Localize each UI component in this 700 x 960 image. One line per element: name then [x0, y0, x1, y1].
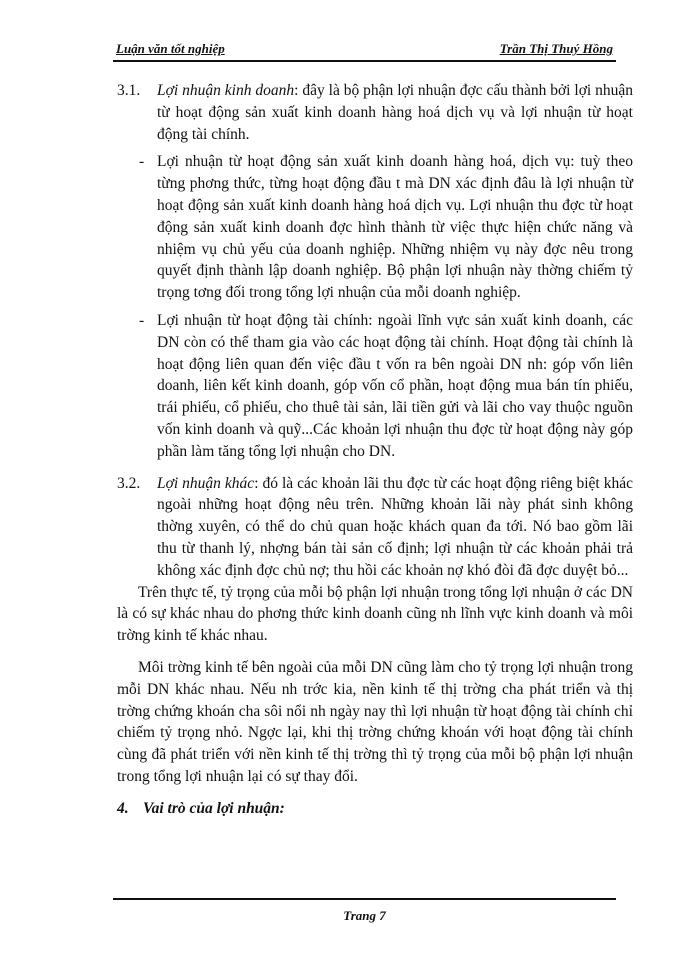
paragraph: Môi trờng kinh tế bên ngoài của mỗi DN cũng làm cho tỷ trọng lợi nhuận trong mỗi DN khác nhau. Nếu nh trớc kia, nền kinh tế thị trờng cha phát triển và thị trờng chứng khoán cha sôi nổi nh ngày nay thì lợi nhuận từ hoạt động tài chính chỉ chiếm tỷ trọng nhỏ. Ngợc lại, khi thị trờng chứng khoán với hoạt động tài chính cùng đã phát triển với nền kinh tế thị trờng thì tỷ trọng của mỗi bộ phận lợi nhuận trong tổng lợi nhuận lại có sự thay đổi. — [117, 658, 633, 785]
section-body — [157, 473, 633, 582]
document-body — [117, 80, 633, 820]
heading-number: 4. — [117, 799, 129, 817]
section-term: Lợi nhuận khác — [157, 474, 255, 492]
page-footer — [113, 898, 616, 924]
bullet-business-profit — [117, 151, 633, 304]
section-heading-4 — [117, 798, 633, 820]
heading-text: Vai trò của lợi nhuận: — [143, 799, 285, 817]
section-3-1 — [117, 80, 633, 145]
section-3-2 — [117, 473, 633, 582]
header-thesis-label: Luận văn tốt nghiệp — [116, 41, 225, 56]
dash-icon: - — [139, 311, 145, 329]
paragraph: Trên thực tế, tỷ trọng của mỗi bộ phận lợi nhuận trong tổng lợi nhuận ở các DN là có sự khác nhau do phơng thức kinh doanh cũng nh lĩnh vực kinh doanh và môi trờng kinh tế khác nhau. — [117, 583, 633, 645]
section-text: : đây là bộ phận lợi nhuận đợc cấu thành bởi lợi nhuận từ hoạt động sản xuất kinh doanh hàng hoá dịch vụ và lợi nhuận từ hoạt động tài chính. — [157, 82, 634, 143]
bullet-financial-profit — [117, 310, 633, 463]
section-term: Lợi nhuận kinh doanh — [157, 82, 295, 99]
section-body — [157, 80, 633, 145]
section-number: 3.1. — [117, 82, 141, 99]
section-number: 3.2. — [117, 474, 141, 492]
dash-icon: - — [139, 153, 145, 171]
page-number: Trang 7 — [343, 908, 386, 923]
section-text: : đó là các khoản lãi thu đợc từ các hoạt động riêng biệt khác ngoài những hoạt động nêu trên. Những khoản lãi này phát sinh không thờng xuyên, có thể do chủ quan hoặc khách quan đa tới. Nó bao gồm lãi thu từ thanh lý, nhợng bán tài sản cố định; lợi nhuận từ các khoản phải trả không xác định đợc chủ nợ; thu hồi các khoản nợ khó đòi đã đợc duyệt bỏ... — [157, 474, 633, 579]
bullet-text: Lợi nhuận từ hoạt động tài chính: ngoài lĩnh vực sản xuất kinh doanh, các DN còn có thể tham gia vào các hoạt động tài chính. Hoạt động tài chính là hoạt động liên quan đến việc đầu t vốn ra bên ngoài DN nh: góp vốn liên doanh, liên kết kinh doanh, góp vốn cổ phần, hoạt động mua bán tín phiếu, trái phiếu, cổ phiếu, cho thuê tài sản, lãi tiền gửi và lãi cho vay thuộc nguồn vốn kinh doanh và quỹ...Các khoản lợi nhuận thu đợc từ hoạt động này góp phần làm tăng tổng lợi nhuận cho DN. — [157, 311, 633, 460]
bullet-text: Lợi nhuận từ hoạt động sản xuất kinh doanh hàng hoá, dịch vụ: tuỳ theo từng phơng thức, từng hoạt động đầu t mà DN xác định đâu là lợi nhuận từ hoạt động sản xuất kinh doanh hàng hoá dịch vụ. Lợi nhuận thu đợc từ hoạt động sản xuất kinh doanh đợc hình thành từ việc thực hiện chức năng và nhiệm vụ chủ yếu của doanh nghiệp. Những nhiệm vụ này đợc nêu trong quyết định thành lập doanh nghiệp. Bộ phận lợi nhuận này thờng chiếm tỷ trọng tơng đối trong tổng lợi nhuận của mỗi doanh nghiệp. — [157, 153, 633, 302]
header-author-name: Trần Thị Thuý Hồng — [499, 41, 613, 56]
page-header — [113, 38, 616, 62]
